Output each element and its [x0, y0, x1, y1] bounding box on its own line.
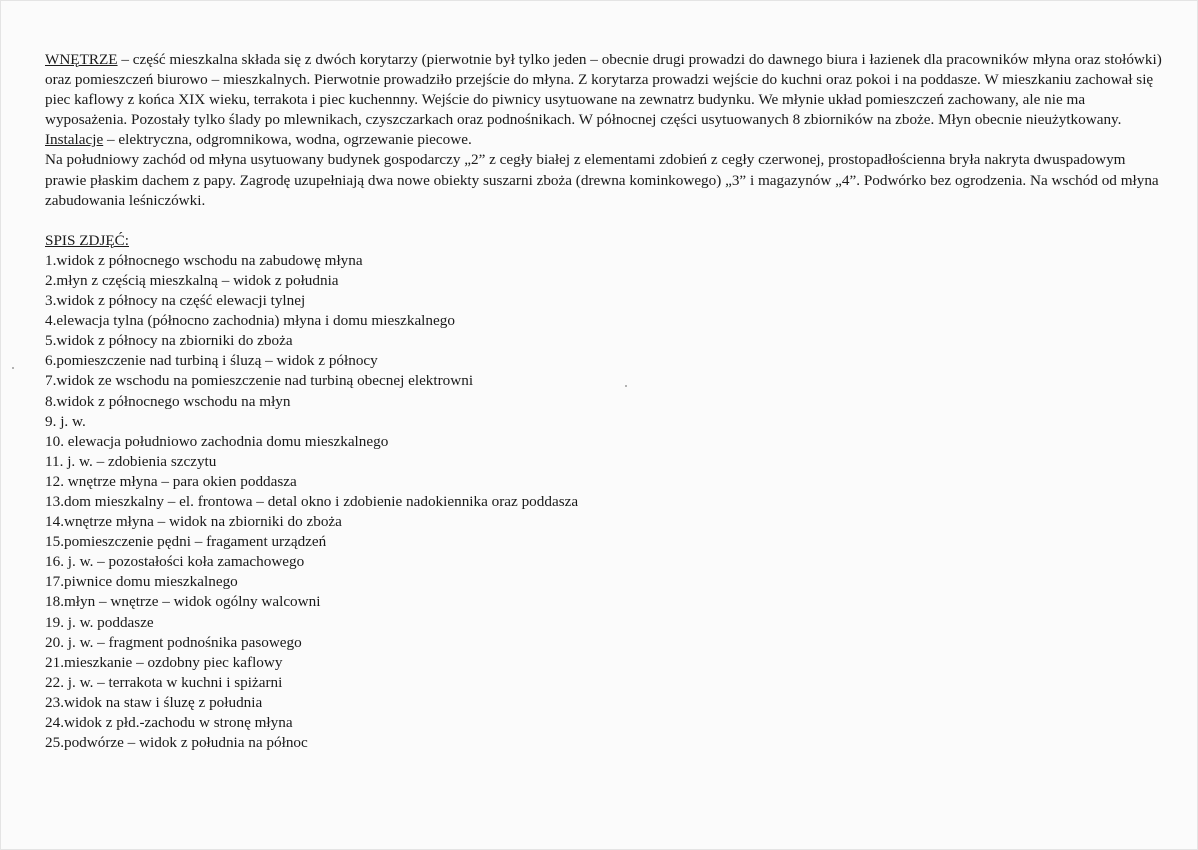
installations-text: – elektryczna, odgromnikowa, wodna, ogrzewanie piecowe.: [103, 131, 472, 149]
photo-list-item: 10. elewacja południowo zachodnia domu mieszkalnego: [45, 432, 389, 450]
installations-paragraph: [45, 130, 1165, 150]
photo-list-item: 4.elewacja tylna (północno zachodnia) młyna i domu mieszkalnego: [45, 312, 455, 330]
photo-list-item: 23.widok na staw i śluzę z południa: [45, 693, 263, 711]
photo-list-item: 24.widok z płd.-zachodu w stronę młyna: [45, 714, 293, 731]
photo-list-item: 5.widok z północy na zbiorniki do zboża: [45, 332, 293, 350]
interior-description-text: – część mieszkalna składa się z dwóch korytarzy (pierwotnie był tylko jeden – obecnie drugi prowadzi do dawnego biura i łazienek dla pracowników młyna oraz stołówki) oraz pomieszczeń biurowo – mieszkalnych. Pierwotnie prowadziło przejście do młyna. Z korytarza prowadzi wejście do kuchni oraz pokoi i na poddasze. W mieszkaniu zachował się piec kaflowy z końca XIX wieku, terrakota i piec kuchennny. Wejście do piwnicy usytuowane na zewnatrz budynku. We młynie układ pomieszczeń zachowany, ale nie ma wyposażenia. Pozostały tylko ślady po mlewnikach, czyszczarkach oraz podnośnikach. W północnej części usytuowanych 8 zbiorników na zboże. Młyn obecnie nieużytkowany.: [45, 51, 1162, 129]
photo-list-item: 15.pomieszczenie pędni – fragament urządzeń: [45, 533, 327, 551]
photo-list-item: 14.wnętrze młyna – widok na zbiorniki do zboża: [45, 513, 342, 531]
photo-list-item: 8.widok z północnego wschodu na młyn: [45, 392, 291, 410]
photo-list-heading: SPIS ZDJĘĆ:: [45, 231, 129, 249]
photo-list-item: 16. j. w. – pozostałości koła zamachowego: [45, 553, 305, 571]
photo-list-item: 6.pomieszczenie nad turbiną i śluzą – widok z północy: [45, 352, 378, 370]
photo-list-item: 21.mieszkanie – ozdobny piec kaflowy: [45, 653, 283, 671]
photo-list-item: 22. j. w. – terrakota w kuchni i spiżarni: [45, 673, 283, 691]
photo-list-item: 13.dom mieszkalny – el. frontowa – detal okno i zdobienie nadokiennika oraz poddasza: [45, 492, 579, 510]
photo-list-item: 12. wnętrze młyna – para okien poddasza: [45, 472, 297, 490]
photo-list-item: 1.widok z północnego wschodu na zabudowę młyna: [45, 251, 363, 269]
photo-list-item: 11. j. w. – zdobienia szczytu: [45, 452, 217, 470]
photo-list-item: 3.widok z północy na część elewacji tylnej: [45, 292, 306, 310]
interior-heading: WNĘTRZE: [45, 51, 118, 68]
photo-list-item: 7.widok ze wschodu na pomieszczenie nad turbiną obecnej elektrowni: [45, 372, 474, 390]
photo-list: [45, 251, 1165, 753]
photo-list-item: 17.piwnice domu mieszkalnego: [45, 573, 238, 591]
photo-list-item: 25.podwórze – widok z południa na północ: [45, 734, 308, 752]
photo-list-item: 18.młyn – wnętrze – widok ogólny walcowni: [45, 593, 321, 611]
scan-speck: [12, 367, 14, 369]
document-content: [45, 50, 1165, 753]
photo-list-item: 2.młyn z częścią mieszkalną – widok z południa: [45, 271, 339, 289]
scan-speck: [625, 385, 627, 387]
photo-list-item: 9. j. w.: [45, 412, 86, 430]
interior-description-paragraph: [45, 50, 1165, 130]
photo-list-item: 19. j. w. poddasze: [45, 613, 154, 631]
farmstead-description-paragraph: Na południowy zachód od młyna usytuowany budynek gospodarczy „2” z cegły białej z elementami zdobień z cegły czerwonej, prostopadłościenna bryła nakryta dwuspadowym prawie płaskim dachem z papy. Zagrodę uzupełniają dwa nowe obiekty suszarni zboża (drewna kominkowego) „3” i magazynów „4”. Podwórko bez ogrodzenia. Na wschód od młyna zabudowania leśniczówki.: [45, 151, 1159, 209]
installations-heading: Instalacje: [45, 131, 104, 149]
section-spacer: [45, 211, 1165, 231]
photo-list-item: 20. j. w. – fragment podnośnika pasowego: [45, 633, 302, 651]
